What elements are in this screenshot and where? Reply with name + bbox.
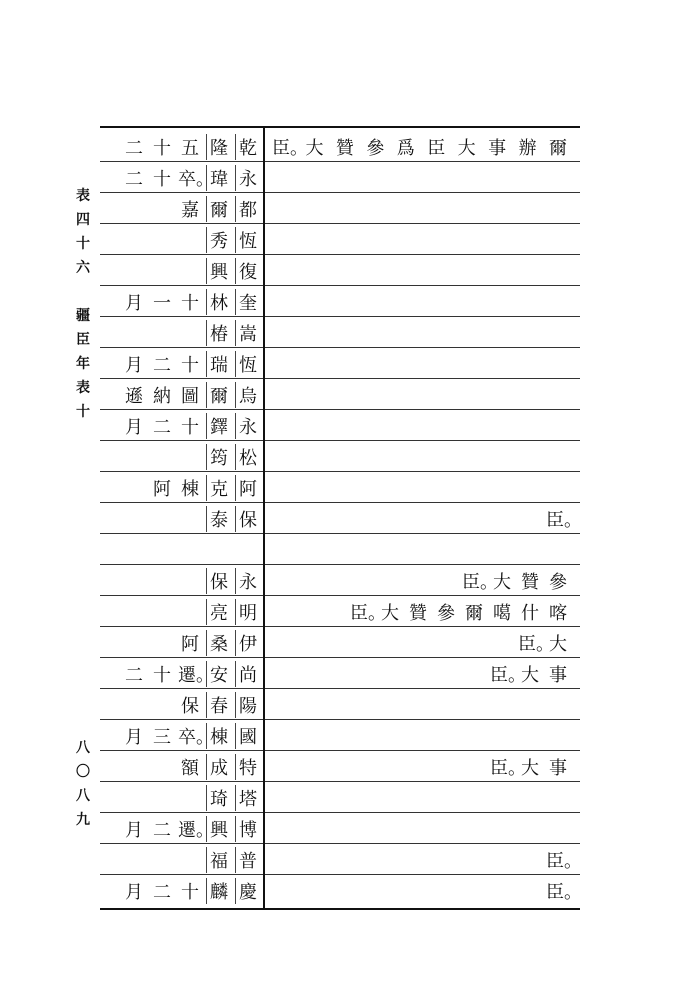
cell-char: 事 <box>488 138 507 159</box>
margin-char: 表 <box>76 380 90 396</box>
margin-char: 六 <box>76 260 90 276</box>
official-name-cell <box>122 876 260 906</box>
official-name-cell <box>150 473 260 503</box>
margin-char: 八 <box>76 740 90 756</box>
row-rule <box>265 502 580 503</box>
official-name-cell <box>122 380 260 410</box>
cell-char: 二 <box>153 355 171 376</box>
row-rule <box>265 192 580 193</box>
cell-char: 隆 <box>206 134 231 160</box>
post-title-cell <box>272 783 570 813</box>
row-rule <box>265 688 580 689</box>
cell-char: 大 <box>381 603 399 624</box>
cell-char: 參 <box>549 572 567 593</box>
cell-char: 嘉 <box>181 200 199 221</box>
cell-char: 永 <box>235 413 260 439</box>
cell-char: 事 <box>549 758 567 779</box>
cell-char: 永 <box>235 568 260 594</box>
cell-char: 參 <box>437 603 455 624</box>
cell-char: 大 <box>493 572 511 593</box>
cell-char: 恆 <box>235 351 260 377</box>
cell-char: 額 <box>181 758 199 779</box>
cell-char: 保 <box>235 506 260 532</box>
cell-char: 臣。 <box>490 758 526 779</box>
cell-char: 贊 <box>335 138 354 159</box>
margin-char: 八 <box>76 788 90 804</box>
post-title-cell <box>272 256 570 286</box>
cell-char: 鐸 <box>206 413 231 439</box>
row-rule <box>265 254 580 255</box>
cell-char: 臣。 <box>350 603 386 624</box>
official-name-cell <box>206 845 260 875</box>
row-rule <box>265 223 580 224</box>
cell-char: 爾 <box>206 382 231 408</box>
cell-char: 二 <box>153 820 171 841</box>
table-row <box>100 814 580 844</box>
cell-char: 臣。 <box>546 882 582 903</box>
row-rule <box>265 595 580 596</box>
cell-char: 桑 <box>206 630 231 656</box>
row-rule <box>100 564 263 565</box>
post-title-cell <box>272 752 570 782</box>
row-rule <box>265 161 580 162</box>
post-title-cell <box>272 876 582 906</box>
cell-char: 瑞 <box>206 351 231 377</box>
row-rule <box>100 688 263 689</box>
table-row <box>100 225 580 255</box>
row-rule <box>100 874 263 875</box>
table-row <box>100 566 580 596</box>
cell-char: 保 <box>181 696 199 717</box>
official-name-cell <box>178 752 260 782</box>
cell-char: 月 <box>125 820 143 841</box>
row-rule <box>100 223 263 224</box>
official-name-cell <box>206 566 260 596</box>
row-rule <box>100 626 263 627</box>
margin-char: 十 <box>76 236 90 252</box>
margin-char: 疆 <box>76 308 90 324</box>
cell-char: 什 <box>521 603 539 624</box>
row-rule <box>100 781 263 782</box>
cell-char: 興 <box>206 258 231 284</box>
cell-char: 贊 <box>521 572 539 593</box>
post-title-cell <box>272 163 570 193</box>
margin-char: 十 <box>76 404 90 420</box>
cell-char: 麟 <box>206 878 231 904</box>
table-row <box>100 845 580 875</box>
cell-char: 成 <box>206 754 231 780</box>
cell-char: 噶 <box>493 603 511 624</box>
post-title-cell <box>272 566 570 596</box>
post-title-cell <box>272 659 570 689</box>
post-title-cell <box>272 380 570 410</box>
cell-char: 月 <box>125 293 143 314</box>
official-name-cell <box>122 659 260 689</box>
cell-char: 二 <box>125 169 143 190</box>
cell-char: 安 <box>206 661 231 687</box>
official-name-cell <box>206 597 260 627</box>
post-title-cell <box>272 349 570 379</box>
cell-char: 都 <box>235 196 260 222</box>
table-row <box>100 256 580 286</box>
cell-char: 納 <box>153 386 171 407</box>
cell-char: 椿 <box>206 320 231 346</box>
margin-header <box>72 184 94 424</box>
cell-char: 十 <box>153 138 171 159</box>
cell-char: 嵩 <box>235 320 260 346</box>
row-rule <box>265 657 580 658</box>
row-rule <box>100 161 263 162</box>
cell-char: 喀 <box>549 603 567 624</box>
cell-char: 伊 <box>235 630 260 656</box>
row-rule <box>100 285 263 286</box>
cell-char: 保 <box>206 568 231 594</box>
cell-char: 尚 <box>235 661 260 687</box>
cell-char: 十 <box>181 293 199 314</box>
row-rule <box>100 719 263 720</box>
cell-char: 月 <box>125 882 143 903</box>
table-row <box>100 349 580 379</box>
table-row <box>100 473 580 503</box>
official-name-cell <box>122 287 260 317</box>
official-name-cell <box>122 349 260 379</box>
cell-char: 十 <box>153 665 171 686</box>
row-rule <box>265 285 580 286</box>
row-rule <box>100 595 263 596</box>
cell-char: 圖 <box>181 386 199 407</box>
margin-char: 年 <box>76 356 90 372</box>
cell-char: 林 <box>206 289 231 315</box>
row-rule <box>100 316 263 317</box>
table-row <box>100 504 580 534</box>
table-row <box>100 287 580 317</box>
cell-char: 爾 <box>206 196 231 222</box>
margin-char: 四 <box>76 212 90 228</box>
row-rule <box>265 626 580 627</box>
post-title-cell <box>272 318 570 348</box>
cell-char: 爾 <box>548 138 567 159</box>
post-title-cell <box>272 597 570 627</box>
official-name-cell <box>122 411 260 441</box>
row-rule <box>265 347 580 348</box>
cell-char: 遷。 <box>178 820 214 841</box>
cell-char: 恆 <box>235 227 260 253</box>
official-name-cell <box>122 163 260 193</box>
row-rule <box>265 409 580 410</box>
year-table <box>100 126 580 910</box>
cell-char: 十 <box>181 882 199 903</box>
cell-char: 大 <box>305 138 324 159</box>
cell-char: 十 <box>181 417 199 438</box>
table-row <box>100 380 580 410</box>
cell-char: 亮 <box>206 599 231 625</box>
table-row <box>100 597 580 627</box>
post-title-cell <box>272 473 570 503</box>
official-name-cell <box>206 783 260 813</box>
row-rule <box>265 564 580 565</box>
cell-char: 塔 <box>235 785 260 811</box>
official-name-cell <box>206 318 260 348</box>
table-row <box>100 411 580 441</box>
cell-char: 筠 <box>206 444 231 470</box>
cell-char: 克 <box>206 475 231 501</box>
official-name-cell <box>206 225 260 255</box>
row-rule <box>100 440 263 441</box>
cell-char: 月 <box>125 417 143 438</box>
table-row <box>100 442 580 472</box>
row-rule <box>100 192 263 193</box>
row-rule <box>265 843 580 844</box>
official-name-cell <box>206 256 260 286</box>
post-title-cell <box>272 628 570 658</box>
post-title-cell <box>272 287 570 317</box>
cell-char: 臣。 <box>546 510 582 531</box>
cell-char: 贊 <box>409 603 427 624</box>
cell-char: 興 <box>206 816 231 842</box>
row-rule <box>100 254 263 255</box>
cell-char: 奎 <box>235 289 260 315</box>
post-title-cell <box>272 504 582 534</box>
cell-char: 博 <box>235 816 260 842</box>
row-rule <box>100 843 263 844</box>
cell-char: 辦 <box>518 138 537 159</box>
post-title-cell <box>272 721 570 751</box>
cell-char: 二 <box>153 882 171 903</box>
cell-char: 二 <box>125 138 143 159</box>
official-name-cell <box>122 721 260 751</box>
cell-char: 遷。 <box>178 665 214 686</box>
table-row <box>100 783 580 813</box>
table-row <box>100 163 580 193</box>
cell-char: 大 <box>457 138 476 159</box>
row-rule <box>100 409 263 410</box>
table-row <box>100 318 580 348</box>
official-name-cell <box>178 194 260 224</box>
margin-char: 〇 <box>76 764 90 780</box>
post-title-cell <box>272 194 570 224</box>
cell-char: 十 <box>181 355 199 376</box>
row-rule <box>265 812 580 813</box>
post-title-cell <box>272 225 570 255</box>
row-rule <box>265 719 580 720</box>
post-title-cell <box>272 690 570 720</box>
row-rule <box>100 657 263 658</box>
margin-char: 表 <box>76 188 90 204</box>
cell-char: 烏 <box>235 382 260 408</box>
cell-char: 秀 <box>206 227 231 253</box>
row-rule <box>265 781 580 782</box>
row-rule <box>265 378 580 379</box>
cell-char: 陽 <box>235 692 260 718</box>
cell-char: 泰 <box>206 506 231 532</box>
table-row <box>100 535 580 565</box>
cell-char: 乾 <box>235 134 260 160</box>
cell-char: 琦 <box>206 785 231 811</box>
cell-char: 永 <box>235 165 260 191</box>
table-row <box>100 628 580 658</box>
cell-char: 卒。 <box>178 169 214 190</box>
cell-char: 參 <box>366 138 385 159</box>
row-rule <box>100 502 263 503</box>
cell-char: 明 <box>235 599 260 625</box>
cell-char: 阿 <box>235 475 260 501</box>
official-name-cell <box>178 628 260 658</box>
post-title-cell <box>272 535 570 565</box>
row-rule <box>100 750 263 751</box>
cell-char: 十 <box>153 169 171 190</box>
cell-char: 卒。 <box>178 727 214 748</box>
margin-char <box>72 280 94 304</box>
post-title-cell <box>272 845 582 875</box>
cell-char: 一 <box>153 293 171 314</box>
post-title-cell <box>272 814 570 844</box>
cell-char: 臣 <box>427 138 446 159</box>
cell-char: 特 <box>235 754 260 780</box>
cell-char: 松 <box>235 444 260 470</box>
cell-char: 阿 <box>181 634 199 655</box>
table-row <box>100 659 580 689</box>
cell-char: 臣。 <box>462 572 498 593</box>
row-rule <box>100 471 263 472</box>
cell-char: 普 <box>235 847 260 873</box>
cell-char: 爲 <box>396 138 415 159</box>
cell-char: 三 <box>153 727 171 748</box>
row-rule <box>100 378 263 379</box>
cell-char: 臣。 <box>272 138 308 159</box>
row-rule <box>265 471 580 472</box>
row-rule <box>100 533 263 534</box>
cell-char: 棟 <box>206 723 231 749</box>
cell-char: 阿 <box>153 479 171 500</box>
row-rule <box>100 812 263 813</box>
row-rule <box>265 533 580 534</box>
official-name-cell <box>122 132 260 162</box>
cell-char: 二 <box>125 665 143 686</box>
table-row <box>100 690 580 720</box>
post-title-cell <box>272 442 570 472</box>
official-name-cell <box>122 814 260 844</box>
official-name-cell <box>178 690 260 720</box>
table-row <box>100 194 580 224</box>
cell-char: 復 <box>235 258 260 284</box>
row-rule <box>265 874 580 875</box>
table-row <box>100 132 580 162</box>
cell-char: 月 <box>125 355 143 376</box>
row-rule <box>100 347 263 348</box>
cell-char: 慶 <box>235 878 260 904</box>
row-rule <box>265 316 580 317</box>
post-title-cell <box>272 132 570 162</box>
cell-char: 國 <box>235 723 260 749</box>
cell-char: 爾 <box>465 603 483 624</box>
cell-char: 臣。 <box>490 665 526 686</box>
cell-char: 瑋 <box>206 165 231 191</box>
cell-char: 臣。 <box>518 634 554 655</box>
cell-char: 遜 <box>125 386 143 407</box>
cell-char: 事 <box>549 665 567 686</box>
cell-char: 大 <box>521 665 539 686</box>
cell-char: 棟 <box>181 479 199 500</box>
official-name-cell <box>206 504 260 534</box>
table-row <box>100 752 580 782</box>
cell-char: 福 <box>206 847 231 873</box>
table-row <box>100 721 580 751</box>
row-rule <box>265 440 580 441</box>
cell-char: 月 <box>125 727 143 748</box>
cell-char: 五 <box>181 138 199 159</box>
cell-char: 大 <box>549 634 567 655</box>
cell-char: 二 <box>153 417 171 438</box>
row-rule <box>265 750 580 751</box>
cell-char: 春 <box>206 692 231 718</box>
official-name-cell <box>206 442 260 472</box>
table-row <box>100 876 580 906</box>
post-title-cell <box>272 411 570 441</box>
margin-char: 九 <box>76 812 90 828</box>
cell-char: 臣。 <box>546 851 582 872</box>
cell-char: 大 <box>521 758 539 779</box>
margin-char: 臣 <box>76 332 90 348</box>
page-number <box>72 736 94 832</box>
